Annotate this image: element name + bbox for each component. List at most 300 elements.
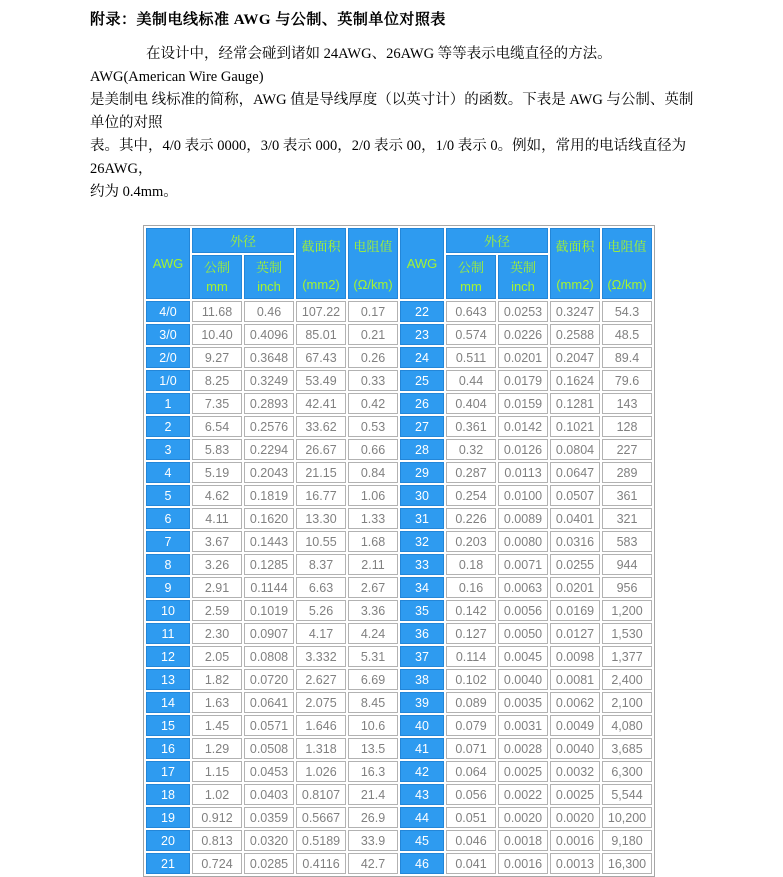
value-cell: 0.203 [446, 531, 496, 552]
awg-cell: 28 [400, 439, 444, 460]
value-cell: 33.9 [348, 830, 398, 851]
header-cross-section-stack [551, 233, 599, 295]
value-cell: 0.1281 [550, 393, 600, 414]
header-imperial-left [244, 255, 294, 299]
value-cell: 0.0804 [550, 439, 600, 460]
value-cell: 5,544 [602, 784, 652, 805]
awg-cell: 5 [146, 485, 190, 506]
value-cell: 0.404 [446, 393, 496, 414]
value-cell: 10,200 [602, 807, 652, 828]
table-row [146, 462, 652, 483]
value-cell: 0.0040 [550, 738, 600, 759]
value-cell: 16,300 [602, 853, 652, 874]
value-cell: 0.102 [446, 669, 496, 690]
awg-cell: 19 [146, 807, 190, 828]
value-cell: 0.0403 [244, 784, 294, 805]
value-cell: 0.3249 [244, 370, 294, 391]
awg-cell: 29 [400, 462, 444, 483]
value-cell: 0.21 [348, 324, 398, 345]
table-body [146, 301, 652, 874]
intro-paragraph [90, 43, 705, 204]
value-cell: 0.0035 [498, 692, 548, 713]
header-metric-unit: mm [460, 279, 482, 294]
awg-cell: 15 [146, 715, 190, 736]
awg-cell: 36 [400, 623, 444, 644]
value-cell: 8.25 [192, 370, 242, 391]
value-cell: 0.0508 [244, 738, 294, 759]
value-cell: 0.2576 [244, 416, 294, 437]
awg-table-container [143, 225, 783, 877]
value-cell: 33.62 [296, 416, 346, 437]
awg-cell: 30 [400, 485, 444, 506]
value-cell: 0.079 [446, 715, 496, 736]
value-cell: 0.287 [446, 462, 496, 483]
value-cell: 0.3247 [550, 301, 600, 322]
value-cell: 0.5189 [296, 830, 346, 851]
table-row [146, 623, 652, 644]
awg-cell: 13 [146, 669, 190, 690]
value-cell: 289 [602, 462, 652, 483]
value-cell: 0.1285 [244, 554, 294, 575]
value-cell: 3.332 [296, 646, 346, 667]
value-cell: 321 [602, 508, 652, 529]
value-cell: 3.26 [192, 554, 242, 575]
value-cell: 2.67 [348, 577, 398, 598]
value-cell: 143 [602, 393, 652, 414]
value-cell: 1.026 [296, 761, 346, 782]
awg-cell: 40 [400, 715, 444, 736]
value-cell: 0.0320 [244, 830, 294, 851]
value-cell: 6.69 [348, 669, 398, 690]
value-cell: 0.2893 [244, 393, 294, 414]
value-cell: 9.27 [192, 347, 242, 368]
awg-cell: 4/0 [146, 301, 190, 322]
value-cell: 6,300 [602, 761, 652, 782]
value-cell: 0.0020 [550, 807, 600, 828]
value-cell: 8.37 [296, 554, 346, 575]
value-cell: 5.26 [296, 600, 346, 621]
value-cell: 0.361 [446, 416, 496, 437]
value-cell: 0.2043 [244, 462, 294, 483]
value-cell: 0.46 [244, 301, 294, 322]
table-header [146, 228, 652, 299]
header-resistance-left [348, 228, 398, 299]
value-cell: 0.0285 [244, 853, 294, 874]
value-cell: 42.7 [348, 853, 398, 874]
value-cell: 0.5667 [296, 807, 346, 828]
value-cell: 0.0098 [550, 646, 600, 667]
header-cross-section-unit: (mm2) [556, 276, 594, 292]
value-cell: 0.0031 [498, 715, 548, 736]
table-row [146, 347, 652, 368]
value-cell: 0.2047 [550, 347, 600, 368]
value-cell: 0.1144 [244, 577, 294, 598]
value-cell: 8.45 [348, 692, 398, 713]
value-cell: 0.064 [446, 761, 496, 782]
value-cell: 0.0359 [244, 807, 294, 828]
value-cell: 0.0201 [550, 577, 600, 598]
value-cell: 85.01 [296, 324, 346, 345]
awg-cell: 14 [146, 692, 190, 713]
value-cell: 0.16 [446, 577, 496, 598]
header-resistance-label: 电阻值 [607, 238, 647, 254]
value-cell: 0.0253 [498, 301, 548, 322]
table-row [146, 738, 652, 759]
value-cell: 0.2294 [244, 439, 294, 460]
value-cell: 3.36 [348, 600, 398, 621]
value-cell: 583 [602, 531, 652, 552]
value-cell: 0.4096 [244, 324, 294, 345]
value-cell: 0.8107 [296, 784, 346, 805]
header-resistance-label: 电阻值 [353, 238, 393, 254]
value-cell: 1.06 [348, 485, 398, 506]
value-cell: 0.0089 [498, 508, 548, 529]
value-cell: 5.31 [348, 646, 398, 667]
header-metric-left [192, 255, 242, 299]
awg-cell: 37 [400, 646, 444, 667]
value-cell: 0.912 [192, 807, 242, 828]
value-cell: 1.45 [192, 715, 242, 736]
value-cell: 16.77 [296, 485, 346, 506]
intro-line: 在设计中，经常会碰到诸如 24AWG、26AWG 等等表示电缆直径的方法。AWG(American Wire Gauge) [90, 46, 612, 85]
value-cell: 0.0022 [498, 784, 548, 805]
awg-cell: 22 [400, 301, 444, 322]
value-cell: 0.0453 [244, 761, 294, 782]
value-cell: 0.1620 [244, 508, 294, 529]
value-cell: 1,200 [602, 600, 652, 621]
awg-cell: 12 [146, 646, 190, 667]
value-cell: 9,180 [602, 830, 652, 851]
value-cell: 1.33 [348, 508, 398, 529]
awg-cell: 34 [400, 577, 444, 598]
awg-conversion-table [143, 225, 655, 877]
value-cell: 361 [602, 485, 652, 506]
value-cell: 1.63 [192, 692, 242, 713]
value-cell: 0.33 [348, 370, 398, 391]
value-cell: 0.0255 [550, 554, 600, 575]
value-cell: 89.4 [602, 347, 652, 368]
value-cell: 0.26 [348, 347, 398, 368]
value-cell: 67.43 [296, 347, 346, 368]
value-cell: 0.66 [348, 439, 398, 460]
value-cell: 6.54 [192, 416, 242, 437]
value-cell: 5.19 [192, 462, 242, 483]
table-row [146, 531, 652, 552]
intro-line: 约为 0.4mm。 [90, 184, 178, 200]
value-cell: 0.0032 [550, 761, 600, 782]
value-cell: 0.0179 [498, 370, 548, 391]
value-cell: 13.30 [296, 508, 346, 529]
value-cell: 0.046 [446, 830, 496, 851]
value-cell: 0.0201 [498, 347, 548, 368]
value-cell: 3,685 [602, 738, 652, 759]
value-cell: 26.9 [348, 807, 398, 828]
awg-cell: 25 [400, 370, 444, 391]
value-cell: 0.056 [446, 784, 496, 805]
value-cell: 0.0020 [498, 807, 548, 828]
table-row [146, 485, 652, 506]
header-resistance-unit: (Ω/km) [353, 276, 393, 292]
awg-cell: 2/0 [146, 347, 190, 368]
value-cell: 0.0226 [498, 324, 548, 345]
value-cell: 0.0028 [498, 738, 548, 759]
awg-cell: 4 [146, 462, 190, 483]
header-imperial-label: 英制 [255, 260, 282, 275]
value-cell: 4.24 [348, 623, 398, 644]
value-cell: 0.0056 [498, 600, 548, 621]
value-cell: 1.68 [348, 531, 398, 552]
table-row [146, 830, 652, 851]
table-row [146, 853, 652, 874]
value-cell: 21.15 [296, 462, 346, 483]
awg-cell: 6 [146, 508, 190, 529]
value-cell: 4.62 [192, 485, 242, 506]
value-cell: 0.42 [348, 393, 398, 414]
value-cell: 0.643 [446, 301, 496, 322]
awg-cell: 18 [146, 784, 190, 805]
table-row [146, 324, 652, 345]
awg-cell: 24 [400, 347, 444, 368]
value-cell: 2.59 [192, 600, 242, 621]
value-cell: 0.0050 [498, 623, 548, 644]
value-cell: 2.05 [192, 646, 242, 667]
value-cell: 79.6 [602, 370, 652, 391]
awg-cell: 3/0 [146, 324, 190, 345]
value-cell: 0.0063 [498, 577, 548, 598]
awg-cell: 35 [400, 600, 444, 621]
value-cell: 10.6 [348, 715, 398, 736]
table-row [146, 692, 652, 713]
value-cell: 0.0062 [550, 692, 600, 713]
value-cell: 0.0016 [550, 830, 600, 851]
header-cross-section-stack [297, 233, 345, 295]
value-cell: 2.30 [192, 623, 242, 644]
value-cell: 4,080 [602, 715, 652, 736]
value-cell: 0.0126 [498, 439, 548, 460]
header-outer-diameter-left: 外径 [192, 228, 294, 253]
value-cell: 0.089 [446, 692, 496, 713]
header-imperial-label: 英制 [509, 260, 536, 275]
value-cell: 0.0507 [550, 485, 600, 506]
awg-cell: 16 [146, 738, 190, 759]
value-cell: 0.3648 [244, 347, 294, 368]
value-cell: 0.53 [348, 416, 398, 437]
table-row [146, 761, 652, 782]
awg-cell: 1/0 [146, 370, 190, 391]
table-row [146, 416, 652, 437]
awg-cell: 42 [400, 761, 444, 782]
header-metric-label: 公制 [203, 260, 230, 275]
value-cell: 0.4116 [296, 853, 346, 874]
value-cell: 0.114 [446, 646, 496, 667]
header-outer-diameter-right: 外径 [446, 228, 548, 253]
awg-cell: 7 [146, 531, 190, 552]
awg-cell: 43 [400, 784, 444, 805]
awg-cell: 39 [400, 692, 444, 713]
value-cell: 0.254 [446, 485, 496, 506]
awg-cell: 11 [146, 623, 190, 644]
value-cell: 42.41 [296, 393, 346, 414]
value-cell: 13.5 [348, 738, 398, 759]
intro-line: 表。其中，4/0 表示 0000，3/0 表示 000，2/0 表示 00，1/0 表示 0。例如，常用的电话线直径为 26AWG， [90, 138, 687, 177]
value-cell: 54.3 [602, 301, 652, 322]
value-cell: 0.0127 [550, 623, 600, 644]
value-cell: 0.18 [446, 554, 496, 575]
table-row [146, 600, 652, 621]
value-cell: 0.0071 [498, 554, 548, 575]
table-row [146, 807, 652, 828]
value-cell: 0.0808 [244, 646, 294, 667]
value-cell: 227 [602, 439, 652, 460]
awg-cell: 38 [400, 669, 444, 690]
value-cell: 3.67 [192, 531, 242, 552]
header-cross-section-left [296, 228, 346, 299]
value-cell: 0.142 [446, 600, 496, 621]
awg-cell: 44 [400, 807, 444, 828]
header-resistance-unit: (Ω/km) [607, 276, 647, 292]
value-cell: 1.02 [192, 784, 242, 805]
value-cell: 0.226 [446, 508, 496, 529]
value-cell: 7.35 [192, 393, 242, 414]
value-cell: 0.071 [446, 738, 496, 759]
awg-cell: 2 [146, 416, 190, 437]
awg-cell: 1 [146, 393, 190, 414]
header-resistance-stack [349, 233, 397, 295]
header-metric-unit: mm [206, 279, 228, 294]
value-cell: 1,530 [602, 623, 652, 644]
header-cross-section-unit: (mm2) [302, 276, 340, 292]
value-cell: 10.55 [296, 531, 346, 552]
awg-cell: 26 [400, 393, 444, 414]
value-cell: 0.32 [446, 439, 496, 460]
value-cell: 2,100 [602, 692, 652, 713]
awg-cell: 8 [146, 554, 190, 575]
value-cell: 0.2588 [550, 324, 600, 345]
value-cell: 1.82 [192, 669, 242, 690]
value-cell: 0.1443 [244, 531, 294, 552]
awg-cell: 21 [146, 853, 190, 874]
awg-cell: 10 [146, 600, 190, 621]
value-cell: 48.5 [602, 324, 652, 345]
value-cell: 0.0049 [550, 715, 600, 736]
value-cell: 11.68 [192, 301, 242, 322]
value-cell: 0.0040 [498, 669, 548, 690]
value-cell: 0.0025 [550, 784, 600, 805]
page-title: 附录：美制电线标准 AWG 与公制、英制单位对照表 [90, 12, 446, 28]
value-cell: 2.91 [192, 577, 242, 598]
header-cross-section-label: 截面积 [555, 238, 595, 254]
value-cell: 0.0647 [550, 462, 600, 483]
header-imperial-unit: inch [511, 279, 535, 294]
awg-cell: 27 [400, 416, 444, 437]
table-row [146, 646, 652, 667]
awg-cell: 20 [146, 830, 190, 851]
value-cell: 0.0113 [498, 462, 548, 483]
table-row [146, 715, 652, 736]
table-row [146, 554, 652, 575]
table-row [146, 393, 652, 414]
value-cell: 5.83 [192, 439, 242, 460]
value-cell: 1,377 [602, 646, 652, 667]
value-cell: 6.63 [296, 577, 346, 598]
awg-cell: 33 [400, 554, 444, 575]
value-cell: 10.40 [192, 324, 242, 345]
table-row [146, 301, 652, 322]
value-cell: 107.22 [296, 301, 346, 322]
value-cell: 0.0080 [498, 531, 548, 552]
value-cell: 0.724 [192, 853, 242, 874]
header-imperial-unit: inch [257, 279, 281, 294]
value-cell: 0.0142 [498, 416, 548, 437]
value-cell: 4.11 [192, 508, 242, 529]
awg-cell: 9 [146, 577, 190, 598]
value-cell: 0.0641 [244, 692, 294, 713]
awg-cell: 31 [400, 508, 444, 529]
value-cell: 0.0025 [498, 761, 548, 782]
header-resistance-right [602, 228, 652, 299]
awg-cell: 3 [146, 439, 190, 460]
awg-cell: 41 [400, 738, 444, 759]
awg-cell: 17 [146, 761, 190, 782]
intro-line: 是美制电 线标准的简称，AWG 值是导线厚度（以英寸计）的函数。下表是 AWG 与公制、英制单位的对照 [90, 92, 694, 131]
value-cell: 16.3 [348, 761, 398, 782]
value-cell: 2.11 [348, 554, 398, 575]
awg-cell: 23 [400, 324, 444, 345]
value-cell: 0.1019 [244, 600, 294, 621]
value-cell: 0.0720 [244, 669, 294, 690]
awg-cell: 45 [400, 830, 444, 851]
value-cell: 2.627 [296, 669, 346, 690]
value-cell: 0.127 [446, 623, 496, 644]
table-row [146, 439, 652, 460]
value-cell: 0.0018 [498, 830, 548, 851]
table-row [146, 784, 652, 805]
value-cell: 0.1819 [244, 485, 294, 506]
header-cross-section-right [550, 228, 600, 299]
value-cell: 0.0159 [498, 393, 548, 414]
value-cell: 2,400 [602, 669, 652, 690]
value-cell: 2.075 [296, 692, 346, 713]
value-cell: 1.29 [192, 738, 242, 759]
value-cell: 0.0081 [550, 669, 600, 690]
value-cell: 0.84 [348, 462, 398, 483]
header-metric-right [446, 255, 496, 299]
header-awg-left: AWG [146, 228, 190, 299]
value-cell: 0.0045 [498, 646, 548, 667]
table-row [146, 370, 652, 391]
table-row [146, 669, 652, 690]
value-cell: 0.051 [446, 807, 496, 828]
awg-cell: 32 [400, 531, 444, 552]
value-cell: 944 [602, 554, 652, 575]
value-cell: 0.0907 [244, 623, 294, 644]
value-cell: 0.041 [446, 853, 496, 874]
value-cell: 0.44 [446, 370, 496, 391]
value-cell: 21.4 [348, 784, 398, 805]
value-cell: 0.0016 [498, 853, 548, 874]
value-cell: 1.15 [192, 761, 242, 782]
value-cell: 0.511 [446, 347, 496, 368]
value-cell: 0.0316 [550, 531, 600, 552]
header-awg-right: AWG [400, 228, 444, 299]
value-cell: 53.49 [296, 370, 346, 391]
header-cross-section-label: 截面积 [301, 238, 341, 254]
header-metric-label: 公制 [457, 260, 484, 275]
value-cell: 1.318 [296, 738, 346, 759]
value-cell: 0.0401 [550, 508, 600, 529]
header-resistance-stack [603, 233, 651, 295]
table-row [146, 508, 652, 529]
